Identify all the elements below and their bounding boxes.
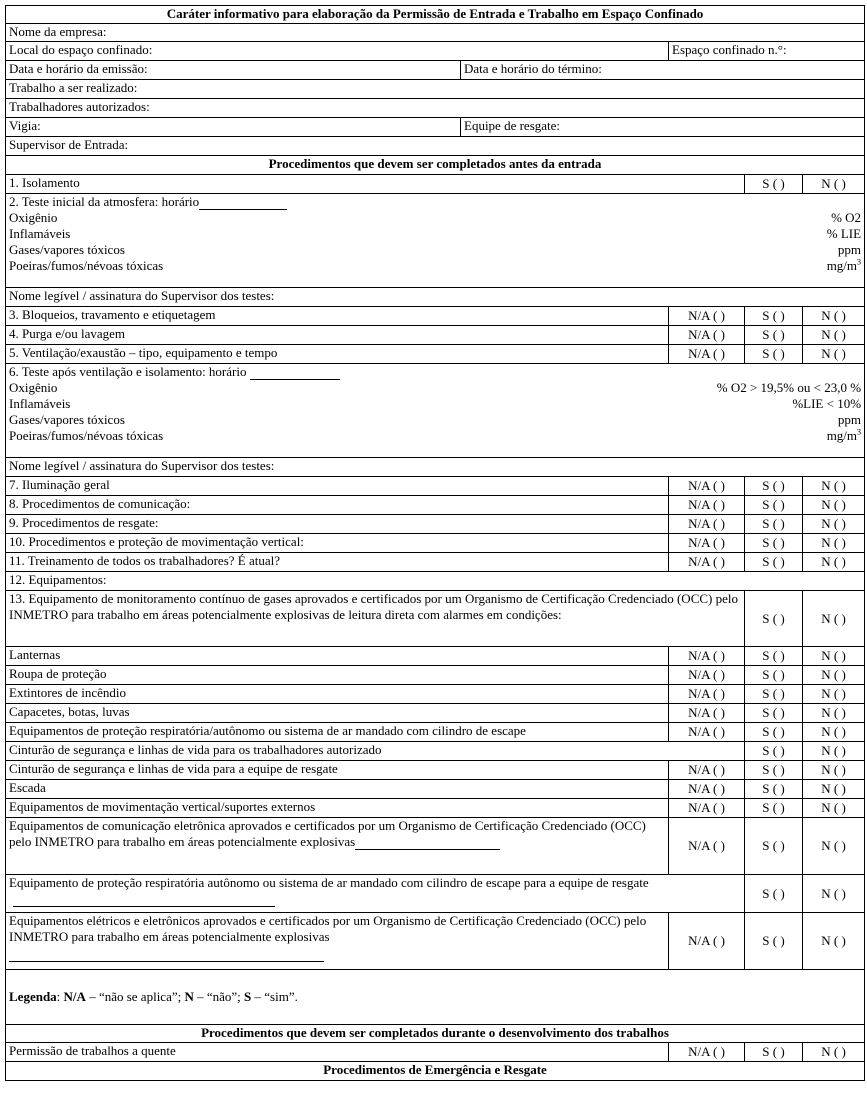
ventilation-yes-option[interactable]: S ( ) bbox=[745, 345, 803, 364]
purge-no-option[interactable]: N ( ) bbox=[803, 326, 865, 345]
electrical-na-option[interactable]: N/A ( ) bbox=[669, 913, 745, 970]
purge-yes-option[interactable]: S ( ) bbox=[745, 326, 803, 345]
harness-rescue-na-option[interactable]: N/A ( ) bbox=[669, 761, 745, 780]
item-communication-label: 8. Procedimentos de comunicação: bbox=[6, 496, 669, 515]
communication-no-option[interactable]: N ( ) bbox=[803, 496, 865, 515]
hot-work-yes-option[interactable]: S ( ) bbox=[745, 1043, 803, 1062]
vertical-supports-na-option[interactable]: N/A ( ) bbox=[669, 799, 745, 818]
item-gas-monitoring-label: 13. Equipamento de monitoramento contínuo de gases aprovados e certificados por um Organismo de Certificação Credenciado (OCC) pelo INMETRO para trabalho em áreas potencialmente explosivas de leitura direta com alarmes em condições: bbox=[6, 591, 745, 647]
post-test-time-blank[interactable] bbox=[250, 367, 340, 380]
work-description-field[interactable]: Trabalho a ser realizado: bbox=[6, 80, 865, 99]
ventilation-no-option[interactable]: N ( ) bbox=[803, 345, 865, 364]
electrical-text: Equipamentos elétricos e eletrônicos aprovados e certificados por um Organismo de Certificação Credenciado (OCC) pelo INMETRO para trabalho em áreas potencialmente explosivas bbox=[9, 913, 647, 944]
ladder-no-option[interactable]: N ( ) bbox=[803, 780, 865, 799]
flashlights-yes-option[interactable]: S ( ) bbox=[745, 647, 803, 666]
communication-na-option[interactable]: N/A ( ) bbox=[669, 496, 745, 515]
equip-helmets-label: Capacetes, botas, luvas bbox=[6, 704, 669, 723]
flammables-label: Inflamáveis bbox=[9, 226, 71, 241]
o2-unit: % O2 bbox=[831, 210, 862, 225]
lockout-na-option[interactable]: N/A ( ) bbox=[669, 307, 745, 326]
item-rescue-label: 9. Procedimentos de resgate: bbox=[6, 515, 669, 534]
equip-flashlights-label: Lanternas bbox=[6, 647, 669, 666]
post-ventilation-test bbox=[6, 364, 865, 458]
equip-rescue-respiratory-label bbox=[6, 875, 745, 913]
vertical-yes-option[interactable]: S ( ) bbox=[745, 534, 803, 553]
electronic-comm-no-option[interactable]: N ( ) bbox=[803, 818, 865, 875]
equip-harness-rescue-label: Cinturão de segurança e linhas de vida para a equipe de resgate bbox=[6, 761, 669, 780]
equip-extinguishers-label: Extintores de incêndio bbox=[6, 685, 669, 704]
equip-clothing-label: Roupa de proteção bbox=[6, 666, 669, 685]
toxic-gases-label: Gases/vapores tóxicos bbox=[9, 242, 125, 257]
item-equipment-label: 12. Equipamentos: bbox=[6, 572, 865, 591]
gas-monitoring-no-option[interactable]: N ( ) bbox=[803, 591, 865, 647]
post-test-label: 6. Teste após ventilação e isolamento: horário bbox=[9, 364, 247, 379]
training-yes-option[interactable]: S ( ) bbox=[745, 553, 803, 572]
extinguishers-na-option[interactable]: N/A ( ) bbox=[669, 685, 745, 704]
item-lockout-label: 3. Bloqueios, travamento e etiquetagem bbox=[6, 307, 669, 326]
item-lighting-label: 7. Iluminação geral bbox=[6, 477, 669, 496]
clothing-no-option[interactable]: N ( ) bbox=[803, 666, 865, 685]
training-na-option[interactable]: N/A ( ) bbox=[669, 553, 745, 572]
watcher-field[interactable]: Vigia: bbox=[6, 118, 461, 137]
extinguishers-no-option[interactable]: N ( ) bbox=[803, 685, 865, 704]
rescue-team-field[interactable]: Equipe de resgate: bbox=[461, 118, 865, 137]
helmets-no-option[interactable]: N ( ) bbox=[803, 704, 865, 723]
legend: Legenda: N/A – “não se aplica”; N – “não”; S – “sim”. bbox=[6, 970, 865, 1025]
test-supervisor-signature-field[interactable]: Nome legível / assinatura do Supervisor dos testes: bbox=[6, 458, 865, 477]
electronic-comm-na-option[interactable]: N/A ( ) bbox=[669, 818, 745, 875]
equip-harness-workers-label: Cinturão de segurança e linhas de vida para os trabalhadores autorizado bbox=[6, 742, 745, 761]
ladder-na-option[interactable]: N/A ( ) bbox=[669, 780, 745, 799]
vertical-supports-yes-option[interactable]: S ( ) bbox=[745, 799, 803, 818]
initial-test-label: 2. Teste inicial da atmosfera: horário bbox=[9, 194, 200, 209]
electrical-yes-option[interactable]: S ( ) bbox=[745, 913, 803, 970]
toxic-gases-label: Gases/vapores tóxicos bbox=[9, 412, 125, 427]
entry-supervisor-field[interactable]: Supervisor de Entrada: bbox=[6, 137, 865, 156]
initial-atmosphere-test bbox=[6, 194, 865, 288]
ppm-unit: ppm bbox=[837, 242, 862, 257]
space-number-field[interactable]: Espaço confinado n.°: bbox=[669, 42, 865, 61]
helmets-na-option[interactable]: N/A ( ) bbox=[669, 704, 745, 723]
oxygen-label: Oxigênio bbox=[9, 380, 58, 395]
communication-yes-option[interactable]: S ( ) bbox=[745, 496, 803, 515]
oxygen-label: Oxigênio bbox=[9, 210, 58, 225]
vertical-supports-no-option[interactable]: N ( ) bbox=[803, 799, 865, 818]
lighting-na-option[interactable]: N/A ( ) bbox=[669, 477, 745, 496]
item-purge-label: 4. Purga e/ou lavagem bbox=[6, 326, 669, 345]
gas-monitoring-yes-option[interactable]: S ( ) bbox=[745, 591, 803, 647]
hot-work-na-option[interactable]: N/A ( ) bbox=[669, 1043, 745, 1062]
isolation-yes-option[interactable]: S ( ) bbox=[745, 175, 803, 194]
purge-na-option[interactable]: N/A ( ) bbox=[669, 326, 745, 345]
lie-limit: %LIE < 10% bbox=[792, 396, 862, 411]
clothing-yes-option[interactable]: S ( ) bbox=[745, 666, 803, 685]
harness-workers-no-option[interactable]: N ( ) bbox=[803, 742, 865, 761]
rescue-no-option[interactable]: N ( ) bbox=[803, 515, 865, 534]
ppm-unit: ppm bbox=[837, 412, 862, 427]
mg-unit: $mg/m^3$ bbox=[826, 257, 862, 273]
equip-vertical-supports-label: Equipamentos de movimentação vertical/suportes externos bbox=[6, 799, 669, 818]
end-datetime-field[interactable]: Data e horário do término: bbox=[461, 61, 865, 80]
electronic-comm-blank[interactable] bbox=[355, 837, 500, 850]
rescue-respiratory-blank[interactable] bbox=[13, 894, 275, 907]
ladder-yes-option[interactable]: S ( ) bbox=[745, 780, 803, 799]
dust-label: Poeiras/fumos/névoas tóxicas bbox=[9, 428, 164, 443]
equip-ladder-label: Escada bbox=[6, 780, 669, 799]
lockout-no-option[interactable]: N ( ) bbox=[803, 307, 865, 326]
respiratory-na-option[interactable]: N/A ( ) bbox=[669, 723, 745, 742]
lighting-yes-option[interactable]: S ( ) bbox=[745, 477, 803, 496]
electronic-comm-yes-option[interactable]: S ( ) bbox=[745, 818, 803, 875]
test-supervisor-signature-field[interactable]: Nome legível / assinatura do Supervisor dos testes: bbox=[6, 288, 865, 307]
section-emergency-rescue: Procedimentos de Emergência e Resgate bbox=[6, 1062, 865, 1081]
vertical-na-option[interactable]: N/A ( ) bbox=[669, 534, 745, 553]
hot-work-no-option[interactable]: N ( ) bbox=[803, 1043, 865, 1062]
vertical-no-option[interactable]: N ( ) bbox=[803, 534, 865, 553]
o2-limit: % O2 > 19,5% ou < 23,0 % bbox=[716, 380, 862, 395]
rescue-na-option[interactable]: N/A ( ) bbox=[669, 515, 745, 534]
respiratory-yes-option[interactable]: S ( ) bbox=[745, 723, 803, 742]
lighting-no-option[interactable]: N ( ) bbox=[803, 477, 865, 496]
company-name-field[interactable]: Nome da empresa: bbox=[6, 24, 865, 42]
confined-space-permit-form bbox=[5, 5, 865, 1081]
item-training-label: 11. Treinamento de todos os trabalhadores? É atual? bbox=[6, 553, 669, 572]
flammables-label: Inflamáveis bbox=[9, 396, 71, 411]
form-title: Caráter informativo para elaboração da Permissão de Entrada e Trabalho em Espaço Confinado bbox=[6, 6, 865, 24]
mg-unit: $mg/m^3$ bbox=[826, 427, 862, 443]
lockout-yes-option[interactable]: S ( ) bbox=[745, 307, 803, 326]
equip-electrical-label bbox=[6, 913, 669, 970]
initial-test-time-blank[interactable] bbox=[199, 197, 287, 210]
hot-work-permit-label: Permissão de trabalhos a quente bbox=[6, 1043, 669, 1062]
flashlights-na-option[interactable]: N/A ( ) bbox=[669, 647, 745, 666]
dust-label: Poeiras/fumos/névoas tóxicas bbox=[9, 258, 164, 273]
section-before-entry: Procedimentos que devem ser completados antes da entrada bbox=[6, 156, 865, 175]
respiratory-no-option[interactable]: N ( ) bbox=[803, 723, 865, 742]
rescue-respiratory-yes-option[interactable]: S ( ) bbox=[745, 875, 803, 913]
rescue-yes-option[interactable]: S ( ) bbox=[745, 515, 803, 534]
electrical-no-option[interactable]: N ( ) bbox=[803, 913, 865, 970]
space-location-field[interactable]: Local do espaço confinado: bbox=[6, 42, 669, 61]
extinguishers-yes-option[interactable]: S ( ) bbox=[745, 685, 803, 704]
electronic-comm-text: Equipamentos de comunicação eletrônica aprovados e certificados por um Organismo de Certificação Credenciado (OCC) pelo INMETRO para trabalho em áreas potencialmente explosivas bbox=[9, 818, 646, 849]
ventilation-na-option[interactable]: N/A ( ) bbox=[669, 345, 745, 364]
rescue-respiratory-no-option[interactable]: N ( ) bbox=[803, 875, 865, 913]
equip-electronic-comm-label bbox=[6, 818, 669, 875]
equip-respiratory-label: Equipamentos de proteção respiratória/autônomo ou sistema de ar mandado com cilindro de escape bbox=[6, 723, 669, 742]
harness-rescue-yes-option[interactable]: S ( ) bbox=[745, 761, 803, 780]
item-vertical-label: 10. Procedimentos e proteção de movimentação vertical: bbox=[6, 534, 669, 553]
harness-workers-yes-option[interactable]: S ( ) bbox=[745, 742, 803, 761]
harness-rescue-no-option[interactable]: N ( ) bbox=[803, 761, 865, 780]
isolation-no-option[interactable]: N ( ) bbox=[803, 175, 865, 194]
training-no-option[interactable]: N ( ) bbox=[803, 553, 865, 572]
item-ventilation-label: 5. Ventilação/exaustão – tipo, equipamento e tempo bbox=[6, 345, 669, 364]
lie-unit: % LIE bbox=[826, 226, 862, 241]
issue-datetime-field[interactable]: Data e horário da emissão: bbox=[6, 61, 461, 80]
electrical-blank[interactable] bbox=[9, 947, 324, 962]
helmets-yes-option[interactable]: S ( ) bbox=[745, 704, 803, 723]
authorized-workers-field[interactable]: Trabalhadores autorizados: bbox=[6, 99, 865, 118]
flashlights-no-option[interactable]: N ( ) bbox=[803, 647, 865, 666]
clothing-na-option[interactable]: N/A ( ) bbox=[669, 666, 745, 685]
item-isolation-label: 1. Isolamento bbox=[6, 175, 745, 194]
section-during-work: Procedimentos que devem ser completados durante o desenvolvimento dos trabalhos bbox=[6, 1025, 865, 1043]
rescue-respiratory-text: Equipamento de proteção respiratória autônomo ou sistema de ar mandado com cilindro de escape para a equipe de resgate bbox=[9, 875, 649, 890]
